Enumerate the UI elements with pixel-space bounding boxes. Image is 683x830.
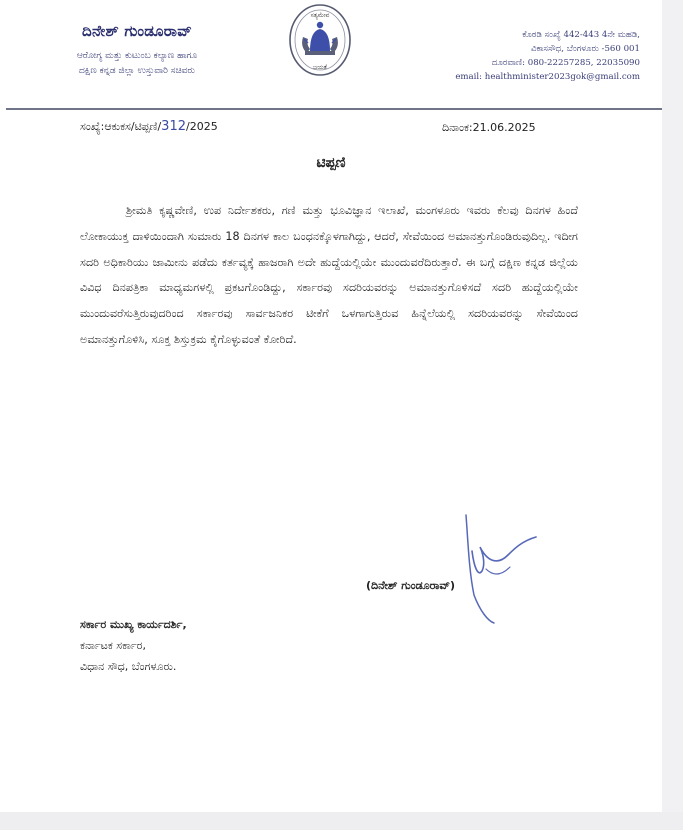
letter-heading: ಟಿಪ್ಪಣಿ (316, 155, 346, 171)
signatory-name: (ದಿನೇಶ್ ಗುಂಡೂರಾವ್) (366, 579, 455, 592)
letterhead-address (384, 28, 640, 84)
reference-suffix: /2025 (186, 120, 218, 133)
sender-name: ದಿನೇಶ್ ಗುಂಡೂರಾವ್ (81, 22, 193, 40)
recipient-block (80, 614, 187, 677)
letterhead-sender (6, 22, 268, 79)
email-address: email: healthminister2023gok@gmail.com (455, 72, 640, 82)
address-line-1: ಕೊಠಡಿ ಸಂಖ್ಯೆ 442-443 4ನೇ ಮಹಡಿ, (522, 30, 640, 40)
emblem-top-text: ಸತ್ಯಮೇವ (310, 12, 330, 19)
letter-date: ದಿನಾಂಕ:21.06.2025 (442, 121, 536, 134)
phone-numbers: ದೂರವಾಣಿ: 080-22257285, 22035090 (491, 58, 640, 68)
reference-handwritten-number: 312 (161, 119, 186, 134)
sender-designation-line-1: ಆರೋಗ್ಯ ಮತ್ತು ಕುಟುಂಬ ಕಲ್ಯಾಣ ಹಾಗೂ (76, 51, 198, 61)
recipient-line-2: ಕರ್ನಾಟಕ ಸರ್ಕಾರ, (80, 639, 146, 652)
sender-designation-line-2: ದಕ್ಷಿಣ ಕನ್ನಡ ಜಿಲ್ಲಾ ಉಸ್ತುವಾರಿ ಸಚಿವರು (78, 66, 196, 76)
address-line-2: ವಿಕಾಸಸೌಧ, ಬೆಂಗಳೂರು -560 001 (530, 44, 640, 54)
viewer-margin-right (662, 0, 683, 830)
letter-body: ಶ್ರೀಮತಿ ಕೃಷ್ಣವೇಣಿ, ಉಪ ನಿರ್ದೇಶಕರು, ಗಣಿ ಮತ್ತು ಭೂವಿಜ್ಞಾನ ಇಲಾಖೆ, ಮಂಗಳೂರು ಇವರು ಕೆಲವು ದಿನಗಳ ಹಿಂದೆ ಲೋಕಾಯುಕ್ತ ದಾಳಿಯಿಂದಾಗಿ ಸುಮಾರು 18 ದಿನಗಳ ಕಾಲ ಬಂಧನಕ್ಕೊಳಗಾಗಿದ್ದು, ಆದರೆ, ಸೇವೆಯಿಂದ ಅಮಾನತ್ತುಗೊಂಡಿರುವುದಿಲ್ಲ. ಇದೀಗ ಸದರಿ ಅಧಿಕಾರಿಯು ಜಾಮೀನು ಪಡೆದು ಕರ್ತವ್ಯಕ್ಕೆ ಹಾಜರಾಗಿ ಅದೇ ಹುದ್ದೆಯಲ್ಲಿಯೇ ಮುಂದುವರೆದಿರುತ್ತಾರೆ. ಈ ಬಗ್ಗೆ ದಕ್ಷಿಣ ಕನ್ನಡ ಜಿಲ್ಲೆಯ ವಿವಿಧ ದಿನಪತ್ರಿಕಾ ಮಾಧ್ಯಮಗಳಲ್ಲಿ ಪ್ರಕಟಗೊಂಡಿದ್ದು, ಸರ್ಕಾರವು ಸದರಿಯವರನ್ನು ಅಮಾನತ್ತುಗೊಳಿಸದೆ ಸದರಿ ಹುದ್ದೆಯಲ್ಲಿಯೇ ಮುಂದುವರೆಸುತ್ತಿರುವುದರಿಂದ ಸರ್ಕಾರವು ಸಾರ್ವಜನಿಕರ ಟೀಕೆಗೆ ಒಳಗಾಗುತ್ತಿರುವ ಹಿನ್ನೆಲೆಯಲ್ಲಿ ಸದರಿಯವರನ್ನು ಸೇವೆಯಿಂದ ಅಮಾನತ್ತುಗೊಳಿಸಿ, ಸೂಕ್ತ ಶಿಸ್ತುಕ್ರಮ ಕೈಗೊಳ್ಳುವಂತೆ ಕೋರಿದೆ. (80, 204, 578, 346)
recipient-line-3: ವಿಧಾನ ಸೌಧ, ಬೆಂಗಳೂರು. (80, 660, 177, 673)
header-divider (6, 108, 662, 110)
recipient-title: ಸರ್ಕಾರ ಮುಖ್ಯ ಕಾರ್ಯದರ್ಶಿ, (80, 618, 187, 631)
handwritten-signature (438, 511, 558, 631)
reference-number (80, 119, 218, 134)
state-emblem-icon (288, 3, 352, 77)
viewer-margin-bottom (0, 812, 683, 830)
reference-prefix: ಸಂಖ್ಯೆ:ಆಕುಕಸ/ಟಿಪ್ಪಣಿ/ (80, 120, 162, 133)
emblem-bottom-text: ಜಯತೆ (313, 64, 327, 71)
